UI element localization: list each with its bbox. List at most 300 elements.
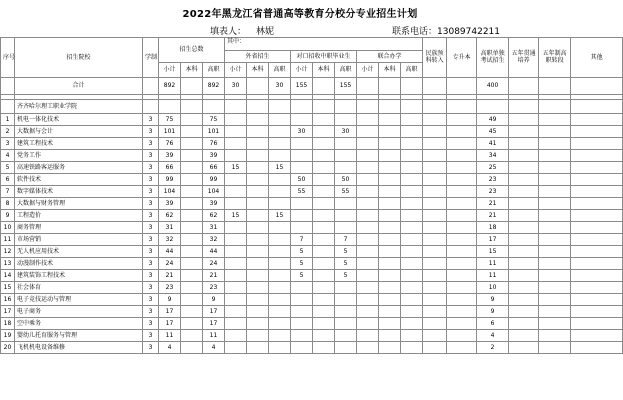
empty-cell: [181, 258, 203, 270]
row-years: 3: [143, 174, 159, 186]
empty-cell: [379, 306, 401, 318]
page-title: 2022年黑龙江省普通高等教育分校分专业招生计划: [182, 9, 418, 20]
row-vocational: 101: [203, 126, 225, 138]
empty-cell: [181, 306, 203, 318]
empty-cell: [247, 210, 269, 222]
row-cp-sub: [291, 114, 313, 126]
empty-cell: [247, 114, 269, 126]
header-cp-undergrad: 本科: [313, 63, 335, 78]
empty-cell: [509, 306, 539, 318]
empty-cell: [313, 246, 335, 258]
empty-cell: [247, 234, 269, 246]
header-vocational: 高职: [203, 63, 225, 78]
row-cp-sub: [291, 222, 313, 234]
empty-cell: [423, 174, 447, 186]
empty-cell: [313, 210, 335, 222]
empty-cell: [401, 150, 423, 162]
row-ext-vocational: 15: [269, 162, 291, 174]
empty-cell: [447, 270, 477, 282]
empty-cell: [379, 162, 401, 174]
row-years: 3: [143, 210, 159, 222]
row-no: 15: [1, 282, 15, 294]
row-ext-sub: [225, 270, 247, 282]
empty-cell: [313, 174, 335, 186]
empty-cell: [181, 318, 203, 330]
row-cp-sub: [291, 342, 313, 354]
empty-cell: [509, 210, 539, 222]
empty-cell: [247, 174, 269, 186]
empty-cell: [571, 342, 623, 354]
header-ext-undergrad: 本科: [247, 63, 269, 78]
empty-cell: [447, 114, 477, 126]
row-sub-total: 104: [159, 186, 181, 198]
row-no: 3: [1, 138, 15, 150]
row-major: 建筑装饰工程技术: [15, 270, 143, 282]
row-exam: 15: [477, 246, 509, 258]
empty-cell: [447, 222, 477, 234]
table-row: [1, 126, 623, 138]
row-cp-vocational: [335, 114, 357, 126]
row-ext-vocational: [269, 126, 291, 138]
empty-cell: [379, 198, 401, 210]
row-no: 11: [1, 234, 15, 246]
row-vocational: 17: [203, 318, 225, 330]
empty-cell: [313, 126, 335, 138]
empty-cell: [379, 294, 401, 306]
empty-cell: [401, 186, 423, 198]
header-fiveyear-grade: 五年制高职转段: [539, 38, 571, 78]
row-ext-sub: [225, 174, 247, 186]
row-exam: 4: [477, 330, 509, 342]
empty-cell: [247, 138, 269, 150]
row-ext-sub: [225, 234, 247, 246]
table-row: [1, 282, 623, 294]
empty-cell: [447, 306, 477, 318]
row-no: 5: [1, 162, 15, 174]
empty-cell: [313, 342, 335, 354]
row-exam: 10: [477, 282, 509, 294]
empty-cell: [539, 186, 571, 198]
empty-cell: [379, 330, 401, 342]
empty-cell: [571, 198, 623, 210]
empty-cell: [509, 294, 539, 306]
empty-cell: [447, 198, 477, 210]
row-exam: 23: [477, 174, 509, 186]
empty-cell: [571, 330, 623, 342]
empty-cell: [247, 126, 269, 138]
row-sub-total: 76: [159, 138, 181, 150]
empty-cell: [357, 162, 379, 174]
row-ext-sub: [225, 126, 247, 138]
empty-cell: [509, 258, 539, 270]
row-ext-sub: [225, 342, 247, 354]
empty-cell: [423, 114, 447, 126]
row-exam: 18: [477, 222, 509, 234]
empty-cell: [313, 258, 335, 270]
empty-cell: [247, 270, 269, 282]
empty-cell: [247, 186, 269, 198]
empty-cell: [401, 114, 423, 126]
empty-cell: [357, 318, 379, 330]
empty-cell: [423, 318, 447, 330]
empty-cell: [379, 234, 401, 246]
row-ext-vocational: [269, 114, 291, 126]
empty-cell: [571, 174, 623, 186]
row-no: 14: [1, 270, 15, 282]
row-cp-sub: 5: [291, 258, 313, 270]
empty-cell: [357, 270, 379, 282]
row-exam: 49: [477, 114, 509, 126]
empty-cell: [509, 174, 539, 186]
row-ext-sub: [225, 258, 247, 270]
empty-cell: [181, 186, 203, 198]
filler-name: 林妮: [256, 27, 275, 37]
row-vocational: 17: [203, 306, 225, 318]
row-exam: 11: [477, 258, 509, 270]
row-vocational: 44: [203, 246, 225, 258]
empty-cell: [539, 306, 571, 318]
row-vocational: 11: [203, 330, 225, 342]
row-cp-sub: [291, 138, 313, 150]
row-cp-vocational: [335, 294, 357, 306]
empty-cell: [447, 138, 477, 150]
row-ext-vocational: [269, 282, 291, 294]
row-sub-total: 24: [159, 258, 181, 270]
empty-cell: [571, 270, 623, 282]
empty-cell: [357, 282, 379, 294]
total-ext-sub: 30: [225, 78, 247, 95]
empty-cell: [357, 330, 379, 342]
row-cp-vocational: [335, 138, 357, 150]
row-ext-vocational: 15: [269, 210, 291, 222]
row-sub-total: 21: [159, 270, 181, 282]
school-name: 齐齐哈尔理工职业学院: [15, 100, 143, 114]
empty-cell: [247, 162, 269, 174]
empty-cell: [247, 294, 269, 306]
total-label: 合计: [15, 78, 143, 95]
row-cp-vocational: [335, 150, 357, 162]
empty-cell: [181, 126, 203, 138]
table-row: [1, 174, 623, 186]
empty-cell: [379, 186, 401, 198]
row-exam: 9: [477, 294, 509, 306]
empty-cell: [181, 114, 203, 126]
row-exam: 34: [477, 150, 509, 162]
empty-cell: [313, 318, 335, 330]
row-ext-vocational: [269, 174, 291, 186]
row-cp-sub: 50: [291, 174, 313, 186]
row-sub-total: 62: [159, 210, 181, 222]
empty-cell: [571, 126, 623, 138]
row-cp-sub: [291, 330, 313, 342]
row-major: 高速铁路客运服务: [15, 162, 143, 174]
empty-cell: [423, 330, 447, 342]
empty-cell: [447, 150, 477, 162]
header-ext-sub: 小计: [225, 63, 247, 78]
row-cp-sub: 55: [291, 186, 313, 198]
empty-cell: [247, 330, 269, 342]
row-years: 3: [143, 162, 159, 174]
row-vocational: 39: [203, 198, 225, 210]
row-cp-vocational: [335, 210, 357, 222]
row-cp-sub: 5: [291, 270, 313, 282]
row-sub-total: 99: [159, 174, 181, 186]
empty-cell: [379, 318, 401, 330]
row-ext-sub: [225, 246, 247, 258]
row-years: 3: [143, 246, 159, 258]
empty-cell: [181, 198, 203, 210]
empty-cell: [423, 246, 447, 258]
row-exam: 2: [477, 342, 509, 354]
row-ext-vocational: [269, 318, 291, 330]
row-exam: 25: [477, 162, 509, 174]
empty-cell: [313, 270, 335, 282]
empty-cell: [423, 258, 447, 270]
row-no: 12: [1, 246, 15, 258]
empty-cell: [447, 210, 477, 222]
row-ext-sub: [225, 138, 247, 150]
row-sub-total: 39: [159, 198, 181, 210]
row-vocational: 66: [203, 162, 225, 174]
row-ext-vocational: [269, 234, 291, 246]
row-years: 3: [143, 342, 159, 354]
header-joint: 联合办学: [357, 51, 423, 63]
empty-cell: [401, 294, 423, 306]
phone-number: 13089742211: [437, 27, 501, 37]
empty-cell: [539, 162, 571, 174]
row-ext-vocational: [269, 246, 291, 258]
row-vocational: 24: [203, 258, 225, 270]
empty-cell: [247, 222, 269, 234]
row-ext-sub: [225, 222, 247, 234]
row-vocational: 104: [203, 186, 225, 198]
table-row: [1, 342, 623, 354]
empty-cell: [509, 138, 539, 150]
row-years: 3: [143, 270, 159, 282]
row-ext-vocational: [269, 330, 291, 342]
row-cp-vocational: 5: [335, 270, 357, 282]
row-exam: 6: [477, 318, 509, 330]
row-ext-sub: 15: [225, 162, 247, 174]
empty-cell: [379, 114, 401, 126]
row-years: 3: [143, 282, 159, 294]
empty-cell: [423, 294, 447, 306]
empty-cell: [357, 342, 379, 354]
empty-cell: [401, 126, 423, 138]
empty-cell: [423, 162, 447, 174]
row-cp-vocational: 5: [335, 258, 357, 270]
empty-cell: [423, 222, 447, 234]
empty-cell: [181, 246, 203, 258]
empty-cell: [401, 198, 423, 210]
empty-cell: [181, 294, 203, 306]
total-exam: 400: [477, 78, 509, 95]
row-years: 3: [143, 234, 159, 246]
empty-cell: [539, 282, 571, 294]
empty-cell: [509, 114, 539, 126]
row-ext-vocational: [269, 294, 291, 306]
empty-cell: [571, 306, 623, 318]
row-cp-sub: [291, 162, 313, 174]
row-ext-sub: [225, 306, 247, 318]
row-no: 1: [1, 114, 15, 126]
row-cp-sub: 7: [291, 234, 313, 246]
row-major: 动漫制作技术: [15, 258, 143, 270]
row-major: 空中乘务: [15, 318, 143, 330]
row-years: 3: [143, 150, 159, 162]
row-cp-vocational: [335, 306, 357, 318]
row-major: 建筑工程技术: [15, 138, 143, 150]
row-cp-sub: [291, 210, 313, 222]
row-vocational: 75: [203, 114, 225, 126]
empty-cell: [447, 174, 477, 186]
empty-cell: [247, 318, 269, 330]
empty-cell: [509, 186, 539, 198]
row-major: 无人机应用技术: [15, 246, 143, 258]
row-exam: 9: [477, 306, 509, 318]
row-major: 婴幼儿托育服务与管理: [15, 330, 143, 342]
row-ext-sub: [225, 318, 247, 330]
row-cp-vocational: [335, 318, 357, 330]
row-sub-total: 32: [159, 234, 181, 246]
phone-label: 联系电话：: [392, 27, 438, 37]
row-ext-vocational: [269, 222, 291, 234]
empty-cell: [379, 126, 401, 138]
row-cp-sub: 30: [291, 126, 313, 138]
empty-cell: [539, 258, 571, 270]
table-row: [1, 150, 623, 162]
row-vocational: 4: [203, 342, 225, 354]
empty-cell: [423, 282, 447, 294]
filler-label: 填表人：: [210, 27, 247, 37]
row-no: 16: [1, 294, 15, 306]
row-sub-total: 4: [159, 342, 181, 354]
table-row: [1, 306, 623, 318]
empty-cell: [379, 174, 401, 186]
row-sub-total: 66: [159, 162, 181, 174]
empty-cell: [379, 222, 401, 234]
empty-cell: [247, 258, 269, 270]
row-ext-sub: 15: [225, 210, 247, 222]
filler-info: [210, 24, 274, 37]
empty-cell: [379, 246, 401, 258]
empty-cell: [247, 150, 269, 162]
row-ext-vocational: [269, 342, 291, 354]
header-other: 其他: [571, 38, 623, 78]
row-major: 电子商务: [15, 306, 143, 318]
header-joint-vocational: 高职: [401, 63, 423, 78]
empty-cell: [357, 210, 379, 222]
empty-cell: [401, 162, 423, 174]
empty-cell: [509, 342, 539, 354]
row-exam: 21: [477, 210, 509, 222]
table-row: [1, 330, 623, 342]
row-major: 商务管理: [15, 222, 143, 234]
row-cp-vocational: 55: [335, 186, 357, 198]
table-row: [1, 246, 623, 258]
row-no: 6: [1, 174, 15, 186]
row-sub-total: 9: [159, 294, 181, 306]
table-row: [1, 270, 623, 282]
row-years: 3: [143, 306, 159, 318]
empty-cell: [379, 210, 401, 222]
empty-cell: [401, 282, 423, 294]
empty-cell: [571, 294, 623, 306]
empty-cell: [539, 198, 571, 210]
row-ext-vocational: [269, 186, 291, 198]
empty-cell: [313, 282, 335, 294]
empty-cell: [313, 150, 335, 162]
row-cp-vocational: [335, 342, 357, 354]
empty-cell: [401, 222, 423, 234]
row-cp-sub: [291, 318, 313, 330]
phone-info: [392, 24, 500, 37]
header-cp-sub: 小计: [291, 63, 313, 78]
row-years: 3: [143, 222, 159, 234]
row-major: 社会体育: [15, 282, 143, 294]
row-major: 大数据与会计: [15, 126, 143, 138]
row-ext-vocational: [269, 150, 291, 162]
empty-cell: [539, 138, 571, 150]
empty-cell: [447, 318, 477, 330]
row-exam: 23: [477, 186, 509, 198]
empty-cell: [357, 126, 379, 138]
row-years: 3: [143, 198, 159, 210]
empty-cell: [313, 222, 335, 234]
empty-cell: [401, 234, 423, 246]
empty-cell: [181, 210, 203, 222]
row-sub-total: 75: [159, 114, 181, 126]
row-cp-sub: [291, 294, 313, 306]
empty-cell: [313, 294, 335, 306]
row-cp-vocational: [335, 330, 357, 342]
empty-cell: [571, 234, 623, 246]
empty-cell: [423, 198, 447, 210]
empty-cell: [539, 174, 571, 186]
row-ext-vocational: [269, 198, 291, 210]
row-cp-sub: [291, 150, 313, 162]
row-years: 3: [143, 138, 159, 150]
empty-cell: [423, 306, 447, 318]
empty-cell: [447, 342, 477, 354]
row-major: 数字媒体技术: [15, 186, 143, 198]
empty-cell: [247, 246, 269, 258]
empty-cell: [247, 306, 269, 318]
row-vocational: 21: [203, 270, 225, 282]
empty-cell: [313, 198, 335, 210]
empty-cell: [539, 234, 571, 246]
row-no: 10: [1, 222, 15, 234]
row-no: 7: [1, 186, 15, 198]
table-row: [1, 138, 623, 150]
total-row: [1, 78, 623, 95]
row-vocational: 9: [203, 294, 225, 306]
empty-cell: [571, 222, 623, 234]
empty-cell: [423, 138, 447, 150]
row-major: 市场营销: [15, 234, 143, 246]
enrollment-table: [0, 37, 623, 354]
empty-cell: [423, 342, 447, 354]
row-sub-total: 23: [159, 282, 181, 294]
empty-cell: [509, 246, 539, 258]
empty-cell: [509, 282, 539, 294]
empty-cell: [539, 330, 571, 342]
row-vocational: 31: [203, 222, 225, 234]
empty-cell: [539, 222, 571, 234]
header-counterpart: 对口招收中职毕业生: [291, 51, 357, 63]
empty-cell: [313, 138, 335, 150]
total-vocational: 892: [203, 78, 225, 95]
